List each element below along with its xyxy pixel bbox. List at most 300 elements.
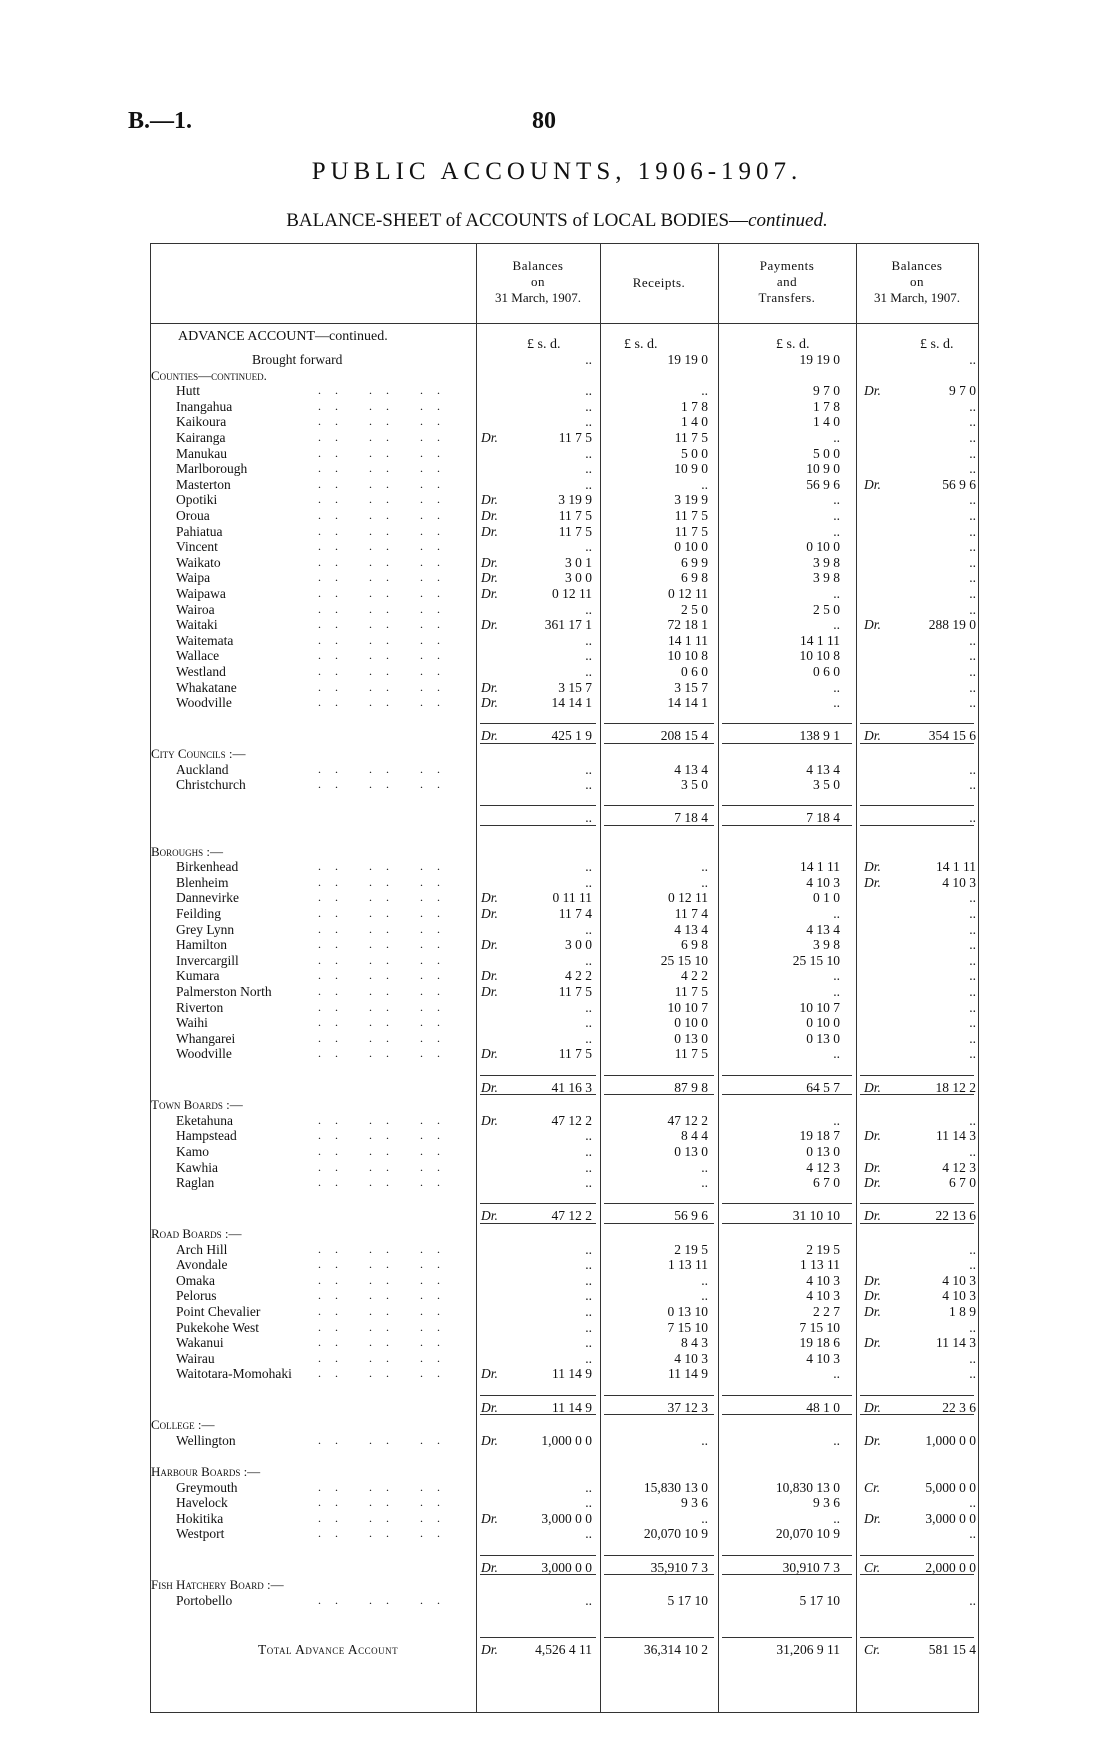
payments-cell: .. [833, 586, 840, 601]
closing-balance-cell: .. [969, 601, 976, 617]
receipts-cell: 4 2 2 [681, 968, 708, 984]
table-row [0, 539, 1114, 555]
receipts-cell: 37 12 3 [667, 1399, 708, 1415]
opening-balance-cell: 3 19 9 [558, 492, 592, 508]
header-bottom-rule [150, 323, 978, 324]
opening-balance-cell: .. [585, 632, 592, 648]
closing-balance-cell: .. [969, 539, 976, 555]
subtotal-rule [480, 1075, 596, 1076]
leader-dots: .. .. .. [318, 1366, 454, 1381]
subtotal-rule [480, 1223, 596, 1224]
debit-marker: Dr. [481, 984, 498, 999]
debit-marker: Dr. [481, 1510, 498, 1526]
payments-cell: 0 6 0 [813, 664, 840, 679]
leader-dots: .. .. .. [318, 761, 454, 776]
balance-marker: Dr. [864, 383, 881, 399]
receipts-cell: 15,830 13 0 [643, 1479, 708, 1495]
opening-balance-cell: .. [585, 761, 592, 777]
row-label: Inangahua [176, 398, 233, 414]
leader-dots: .. .. .. [318, 554, 454, 569]
closing-balance-cell: 9 7 0 [949, 383, 976, 399]
payments-cell: 10 10 8 [799, 648, 840, 664]
receipts-cell: 87 9 8 [674, 1079, 708, 1095]
payments-cell: 0 10 0 [806, 539, 840, 555]
payments-cell: .. [833, 968, 840, 984]
section-heading-row [0, 1226, 1114, 1242]
receipts-cell: 0 13 0 [674, 1144, 708, 1159]
subtotal-rule [860, 723, 974, 724]
receipts-cell: .. [701, 1272, 708, 1288]
table-row [0, 968, 1114, 984]
leader-dots: .. .. .. [318, 1046, 454, 1061]
opening-balance-cell: .. [585, 1479, 592, 1495]
closing-balance-cell: .. [969, 1350, 976, 1366]
table-row [0, 1433, 1114, 1449]
receipts-cell: .. [701, 859, 708, 875]
subtotal-rule [860, 1203, 974, 1204]
debit-marker: Dr. [481, 906, 498, 921]
lsd-unit-col4: £ s. d. [920, 337, 954, 352]
subtotal-row [0, 1208, 1114, 1224]
row-label: Pelorus [176, 1288, 217, 1304]
total-label: Total Advance Account [258, 1641, 399, 1657]
opening-balance-cell: .. [585, 601, 592, 617]
closing-balance-cell: 4 10 3 [942, 1272, 976, 1288]
col-header-closing-balances [856, 258, 978, 306]
receipts-cell: 0 10 0 [674, 1015, 708, 1031]
table-row [0, 617, 1114, 633]
opening-balance-cell: .. [585, 1288, 592, 1304]
closing-balance-cell: .. [969, 679, 976, 695]
receipts-cell: 7 18 4 [674, 810, 708, 826]
subtotal-rule [604, 723, 714, 724]
brought-forward-label: Brought forward [252, 352, 343, 367]
table-row [0, 953, 1114, 969]
closing-balance-cell: .. [969, 695, 976, 711]
section-heading-row [0, 368, 1114, 384]
opening-balance-cell: .. [585, 1350, 592, 1366]
closing-balance-cell: .. [969, 1046, 976, 1062]
opening-balance-cell: .. [585, 1175, 592, 1191]
payments-cell: 138 9 1 [799, 728, 840, 744]
table-row [0, 1242, 1114, 1258]
subtotal-rule [722, 723, 852, 724]
table-row [0, 1351, 1114, 1367]
opening-balance-cell: .. [585, 1526, 592, 1542]
row-label: Woodville [176, 1046, 232, 1062]
receipts-cell: 20,070 10 9 [643, 1526, 708, 1542]
receipts-cell: .. [701, 1175, 708, 1191]
receipts-cell: 72 18 1 [667, 617, 708, 633]
receipts-cell: 10 9 0 [674, 461, 708, 477]
payments-cell: 19 18 6 [799, 1335, 840, 1351]
payments-cell: 1 7 8 [813, 398, 840, 414]
closing-balance-cell: .. [969, 952, 976, 968]
section-heading: Town Boards :— [151, 1097, 243, 1113]
closing-balance-cell: .. [969, 1257, 976, 1273]
balance-marker: Dr. [864, 1432, 881, 1448]
balance-marker: Dr. [864, 1208, 881, 1224]
payments-cell: 31,206 9 11 [776, 1641, 840, 1657]
opening-balance-cell: 11 7 5 [558, 508, 592, 523]
closing-balance-cell: .. [969, 352, 976, 367]
subtotal-row [0, 810, 1114, 826]
row-label: Kaikoura [176, 414, 227, 430]
row-label: Whakatane [176, 679, 237, 695]
closing-balance-cell: .. [969, 398, 976, 414]
receipts-cell: 3 19 9 [674, 492, 708, 508]
closing-balance-cell: 6 7 0 [949, 1175, 976, 1191]
opening-balance-cell: .. [585, 1015, 592, 1031]
opening-balance-cell: .. [585, 1144, 592, 1159]
opening-balance-cell: .. [585, 476, 592, 492]
balance-marker: Dr. [864, 1288, 881, 1304]
receipts-cell: 6 9 8 [681, 937, 708, 953]
leader-dots: .. .. .. [318, 445, 454, 460]
row-label: Raglan [176, 1175, 215, 1191]
row-label: Manukau [176, 445, 227, 461]
table-row [0, 1160, 1114, 1176]
payments-cell: 4 13 4 [806, 921, 840, 937]
row-label: Invercargill [176, 952, 239, 968]
subtotal-rule [480, 1555, 596, 1556]
leader-dots: .. .. .. [318, 632, 454, 647]
leader-dots: .. .. .. [318, 523, 454, 538]
table-row [0, 461, 1114, 477]
closing-balance-cell: 288 19 0 [928, 617, 976, 633]
subtotal-rule [860, 1637, 974, 1638]
table-row [0, 1320, 1114, 1336]
section-heading: Counties—continued. [151, 367, 267, 383]
table-row [0, 414, 1114, 430]
receipts-cell: 11 7 5 [674, 1046, 708, 1062]
subtotal-row [0, 728, 1114, 744]
receipts-cell: 35,910 7 3 [650, 1559, 708, 1575]
closing-balance-cell: .. [969, 906, 976, 921]
opening-balance-cell: .. [585, 1304, 592, 1319]
payments-cell: 7 18 4 [806, 810, 840, 826]
opening-balance-cell: .. [585, 952, 592, 968]
opening-balance-cell: 3 0 1 [565, 554, 592, 570]
opening-balance-cell: .. [585, 874, 592, 890]
leader-dots: .. .. .. [318, 1350, 454, 1365]
row-label: Kawhia [176, 1159, 218, 1175]
subtotal-rule [722, 1094, 852, 1095]
subtotal-rule [480, 743, 596, 744]
opening-balance-cell: .. [585, 1128, 592, 1144]
table-row [0, 1031, 1114, 1047]
report-reference: B.—1. [128, 108, 193, 134]
col-header-line: Receipts. [632, 275, 686, 290]
table-row [0, 1046, 1114, 1062]
debit-marker: Dr. [481, 1432, 498, 1448]
closing-balance-cell: .. [969, 1592, 976, 1608]
subtotal-rule [480, 1574, 596, 1575]
row-label: Havelock [176, 1495, 228, 1511]
payments-cell: 0 13 0 [806, 1030, 840, 1046]
opening-balance-cell: 11 7 4 [558, 906, 592, 921]
payments-cell: 19 19 0 [799, 352, 840, 367]
table-row [0, 555, 1114, 571]
leader-dots: .. .. .. [318, 1510, 454, 1525]
payments-cell: 19 18 7 [799, 1128, 840, 1144]
lsd-unit-col3: £ s. d. [776, 337, 810, 352]
table-row [0, 875, 1114, 891]
subtitle-main: BALANCE-SHEET of ACCOUNTS of LOCAL BODIES— [286, 210, 749, 231]
leader-dots: .. .. .. [318, 1304, 454, 1318]
opening-balance-cell: 11 7 5 [558, 1046, 592, 1062]
opening-balance-cell: 11 7 5 [558, 430, 592, 445]
closing-balance-cell: .. [969, 937, 976, 953]
subtotal-rule [480, 1203, 596, 1204]
closing-balance-cell: .. [969, 508, 976, 523]
subtotal-rule [722, 1414, 852, 1415]
table-top-rule [150, 243, 978, 244]
payments-cell: 14 1 11 [800, 632, 840, 648]
payments-cell: 2 19 5 [806, 1241, 840, 1257]
receipts-cell: 19 19 0 [667, 352, 708, 367]
subtotal-row [0, 1400, 1114, 1416]
row-label: Kumara [176, 968, 220, 984]
balance-marker: Dr. [864, 476, 881, 492]
closing-balance-cell: .. [969, 492, 976, 508]
debit-marker: Dr. [481, 890, 498, 906]
table-row [0, 859, 1114, 875]
col-header-opening-balances [476, 258, 600, 306]
leader-dots: .. .. .. [318, 430, 454, 444]
table-row [0, 1335, 1114, 1351]
subtotal-rule [860, 825, 974, 826]
receipts-cell: 9 3 6 [681, 1495, 708, 1511]
opening-balance-cell: 361 17 1 [544, 617, 592, 633]
receipts-cell: .. [701, 1159, 708, 1175]
leader-dots: .. .. .. [318, 570, 454, 585]
table-row [0, 984, 1114, 1000]
section-heading-row [0, 1577, 1114, 1593]
table-row [0, 352, 1114, 368]
total-row [0, 1642, 1114, 1658]
row-label: Birkenhead [176, 859, 239, 875]
opening-balance-cell: 1,000 0 0 [541, 1432, 592, 1448]
payments-cell: 3 9 8 [813, 570, 840, 586]
payments-cell: 56 9 6 [806, 476, 840, 492]
leader-dots: .. .. .. [318, 890, 454, 905]
table-row [0, 1366, 1114, 1382]
balance-marker: Dr. [864, 1175, 881, 1191]
receipts-cell: 1 7 8 [681, 398, 708, 414]
leader-dots: .. .. .. [318, 1319, 454, 1334]
opening-balance-cell: 4,526 4 11 [535, 1641, 592, 1657]
leader-dots: .. .. .. [318, 1030, 454, 1045]
receipts-cell: 6 9 8 [681, 570, 708, 586]
leader-dots: .. .. .. [318, 508, 454, 522]
subtotal-rule [604, 1075, 714, 1076]
table-row [0, 680, 1114, 696]
payments-cell: 31 10 10 [792, 1208, 840, 1224]
col-header-line: Balances [512, 258, 564, 273]
closing-balance-cell: 14 1 11 [936, 859, 976, 875]
row-label: Marlborough [176, 461, 248, 477]
table-row [0, 1273, 1114, 1289]
balance-marker: Dr. [864, 1335, 881, 1351]
section-heading: Harbour Boards :— [151, 1464, 261, 1479]
closing-balance-cell: 11 14 3 [936, 1335, 976, 1351]
payments-cell: 6 7 0 [813, 1175, 840, 1191]
subtotal-rule [860, 1555, 974, 1556]
payments-cell: 4 10 3 [806, 1272, 840, 1288]
leader-dots: .. .. .. [318, 1335, 454, 1350]
closing-balance-cell: 354 15 6 [928, 728, 976, 744]
leader-dots: .. .. .. [318, 679, 454, 694]
row-label: Greymouth [176, 1479, 238, 1495]
row-label: Wallace [176, 648, 220, 664]
payments-cell: 10 9 0 [806, 461, 840, 477]
table-row [0, 1526, 1114, 1542]
subtotal-rule [480, 723, 596, 724]
opening-balance-cell: .. [585, 859, 592, 875]
closing-balance-cell: 5,000 0 0 [925, 1479, 976, 1495]
payments-cell: 2 2 7 [813, 1304, 840, 1319]
subtotal-rule [860, 805, 974, 806]
row-label: Eketahuna [176, 1112, 233, 1128]
balance-marker: Dr. [864, 728, 881, 744]
receipts-cell: 11 7 5 [674, 523, 708, 539]
subtotal-rule [860, 1414, 974, 1415]
receipts-cell: 0 13 10 [667, 1304, 708, 1319]
closing-balance-cell: .. [969, 445, 976, 461]
leader-dots: .. .. .. [318, 492, 454, 507]
row-label: Hutt [176, 383, 201, 399]
payments-cell: 10,830 13 0 [775, 1479, 840, 1495]
opening-balance-cell: 0 12 11 [552, 586, 592, 601]
opening-balance-cell: .. [585, 445, 592, 461]
payments-cell: 4 13 4 [806, 761, 840, 777]
page-subtitle [0, 210, 1114, 232]
leader-dots: .. .. .. [318, 461, 454, 476]
balance-marker: Dr. [864, 1510, 881, 1526]
closing-balance-cell: 11 14 3 [936, 1128, 976, 1144]
opening-balance-cell: .. [585, 1495, 592, 1511]
row-label: Wakanui [176, 1335, 224, 1351]
table-row [0, 695, 1114, 711]
closing-balance-cell: .. [969, 999, 976, 1015]
table-row [0, 1128, 1114, 1144]
account-heading: ADVANCE ACCOUNT—continued. [178, 329, 388, 344]
closing-balance-cell: .. [969, 1319, 976, 1335]
receipts-cell: .. [701, 476, 708, 492]
closing-balance-cell: .. [969, 664, 976, 679]
receipts-cell: 47 12 2 [667, 1112, 708, 1128]
debit-marker: Dr. [481, 1079, 498, 1095]
leader-dots: .. .. .. [318, 984, 454, 998]
col-header-line: Balances [891, 258, 943, 273]
leader-dots: .. .. .. [318, 1495, 454, 1510]
payments-cell: .. [833, 617, 840, 633]
subtotal-rule [604, 825, 714, 826]
subtotal-rule [722, 1223, 852, 1224]
receipts-cell: 11 7 4 [674, 906, 708, 921]
row-label: Omaka [176, 1272, 215, 1288]
closing-balance-cell: .. [969, 1030, 976, 1046]
table-row [0, 890, 1114, 906]
closing-balance-cell: .. [969, 921, 976, 937]
closing-balance-cell: .. [969, 1144, 976, 1159]
row-label: Kamo [176, 1144, 209, 1159]
section-heading: Road Boards :— [151, 1226, 242, 1241]
closing-balance-cell: .. [969, 1241, 976, 1257]
leader-dots: .. .. .. [318, 906, 454, 920]
receipts-cell: 0 6 0 [681, 664, 708, 679]
payments-cell: 3 9 8 [813, 554, 840, 570]
leader-dots: .. .. .. [318, 617, 454, 632]
receipts-cell: 10 10 7 [667, 999, 708, 1015]
payments-cell: 9 7 0 [813, 383, 840, 399]
payments-cell: .. [833, 1432, 840, 1448]
payments-cell: 14 1 11 [800, 859, 840, 875]
payments-cell: .. [833, 695, 840, 711]
receipts-cell: 0 12 11 [668, 890, 708, 906]
row-label: Waipa [176, 570, 211, 586]
receipts-cell: 11 7 5 [674, 430, 708, 445]
page-number: 80 [532, 108, 556, 134]
payments-cell: .. [833, 1366, 840, 1382]
table-row [0, 586, 1114, 602]
payments-cell: .. [833, 1510, 840, 1526]
table-row [0, 1113, 1114, 1129]
leader-dots: .. .. .. [318, 777, 454, 792]
receipts-cell: 7 15 10 [667, 1319, 708, 1335]
payments-cell: 10 10 7 [799, 999, 840, 1015]
closing-balance-cell: 2,000 0 0 [925, 1559, 976, 1575]
opening-balance-cell: 3,000 0 0 [541, 1559, 592, 1575]
payments-cell: 9 3 6 [813, 1495, 840, 1511]
closing-balance-cell: .. [969, 968, 976, 984]
row-label: Waitotara-Momohaki [176, 1366, 292, 1382]
closing-balance-cell: .. [969, 1526, 976, 1542]
subtotal-rule [722, 825, 852, 826]
opening-balance-cell: 47 12 2 [551, 1208, 592, 1224]
subtotal-rule [480, 825, 596, 826]
subtotal-rule [480, 1637, 596, 1638]
payments-cell: 1 13 11 [800, 1257, 840, 1273]
opening-balance-cell: .. [585, 777, 592, 793]
payments-cell: 3 9 8 [813, 937, 840, 953]
opening-balance-cell: 3 0 0 [565, 937, 592, 953]
payments-cell: 3 5 0 [813, 777, 840, 793]
receipts-cell: 8 4 4 [681, 1128, 708, 1144]
subtotal-rule [480, 1094, 596, 1095]
closing-balance-cell: 56 9 6 [942, 476, 976, 492]
col-header-line: 31 March, 1907. [874, 290, 960, 305]
col-header-line: Transfers. [758, 290, 816, 305]
opening-balance-cell: .. [585, 1319, 592, 1335]
table-row [0, 1000, 1114, 1016]
debit-marker: Dr. [481, 937, 498, 953]
closing-balance-cell: .. [969, 761, 976, 777]
debit-marker: Dr. [481, 968, 498, 984]
table-row [0, 1495, 1114, 1511]
section-heading: College :— [151, 1417, 215, 1433]
table-row [0, 1593, 1114, 1609]
payments-cell: 30,910 7 3 [782, 1559, 840, 1575]
leader-dots: .. .. .. [318, 1144, 454, 1158]
row-label: Arch Hill [176, 1241, 228, 1257]
lsd-unit-col2: £ s. d. [624, 337, 658, 352]
section-heading-row [0, 746, 1114, 762]
opening-balance-cell: 3,000 0 0 [541, 1510, 592, 1526]
subtotal-rule [722, 805, 852, 806]
closing-balance-cell: .. [969, 984, 976, 999]
